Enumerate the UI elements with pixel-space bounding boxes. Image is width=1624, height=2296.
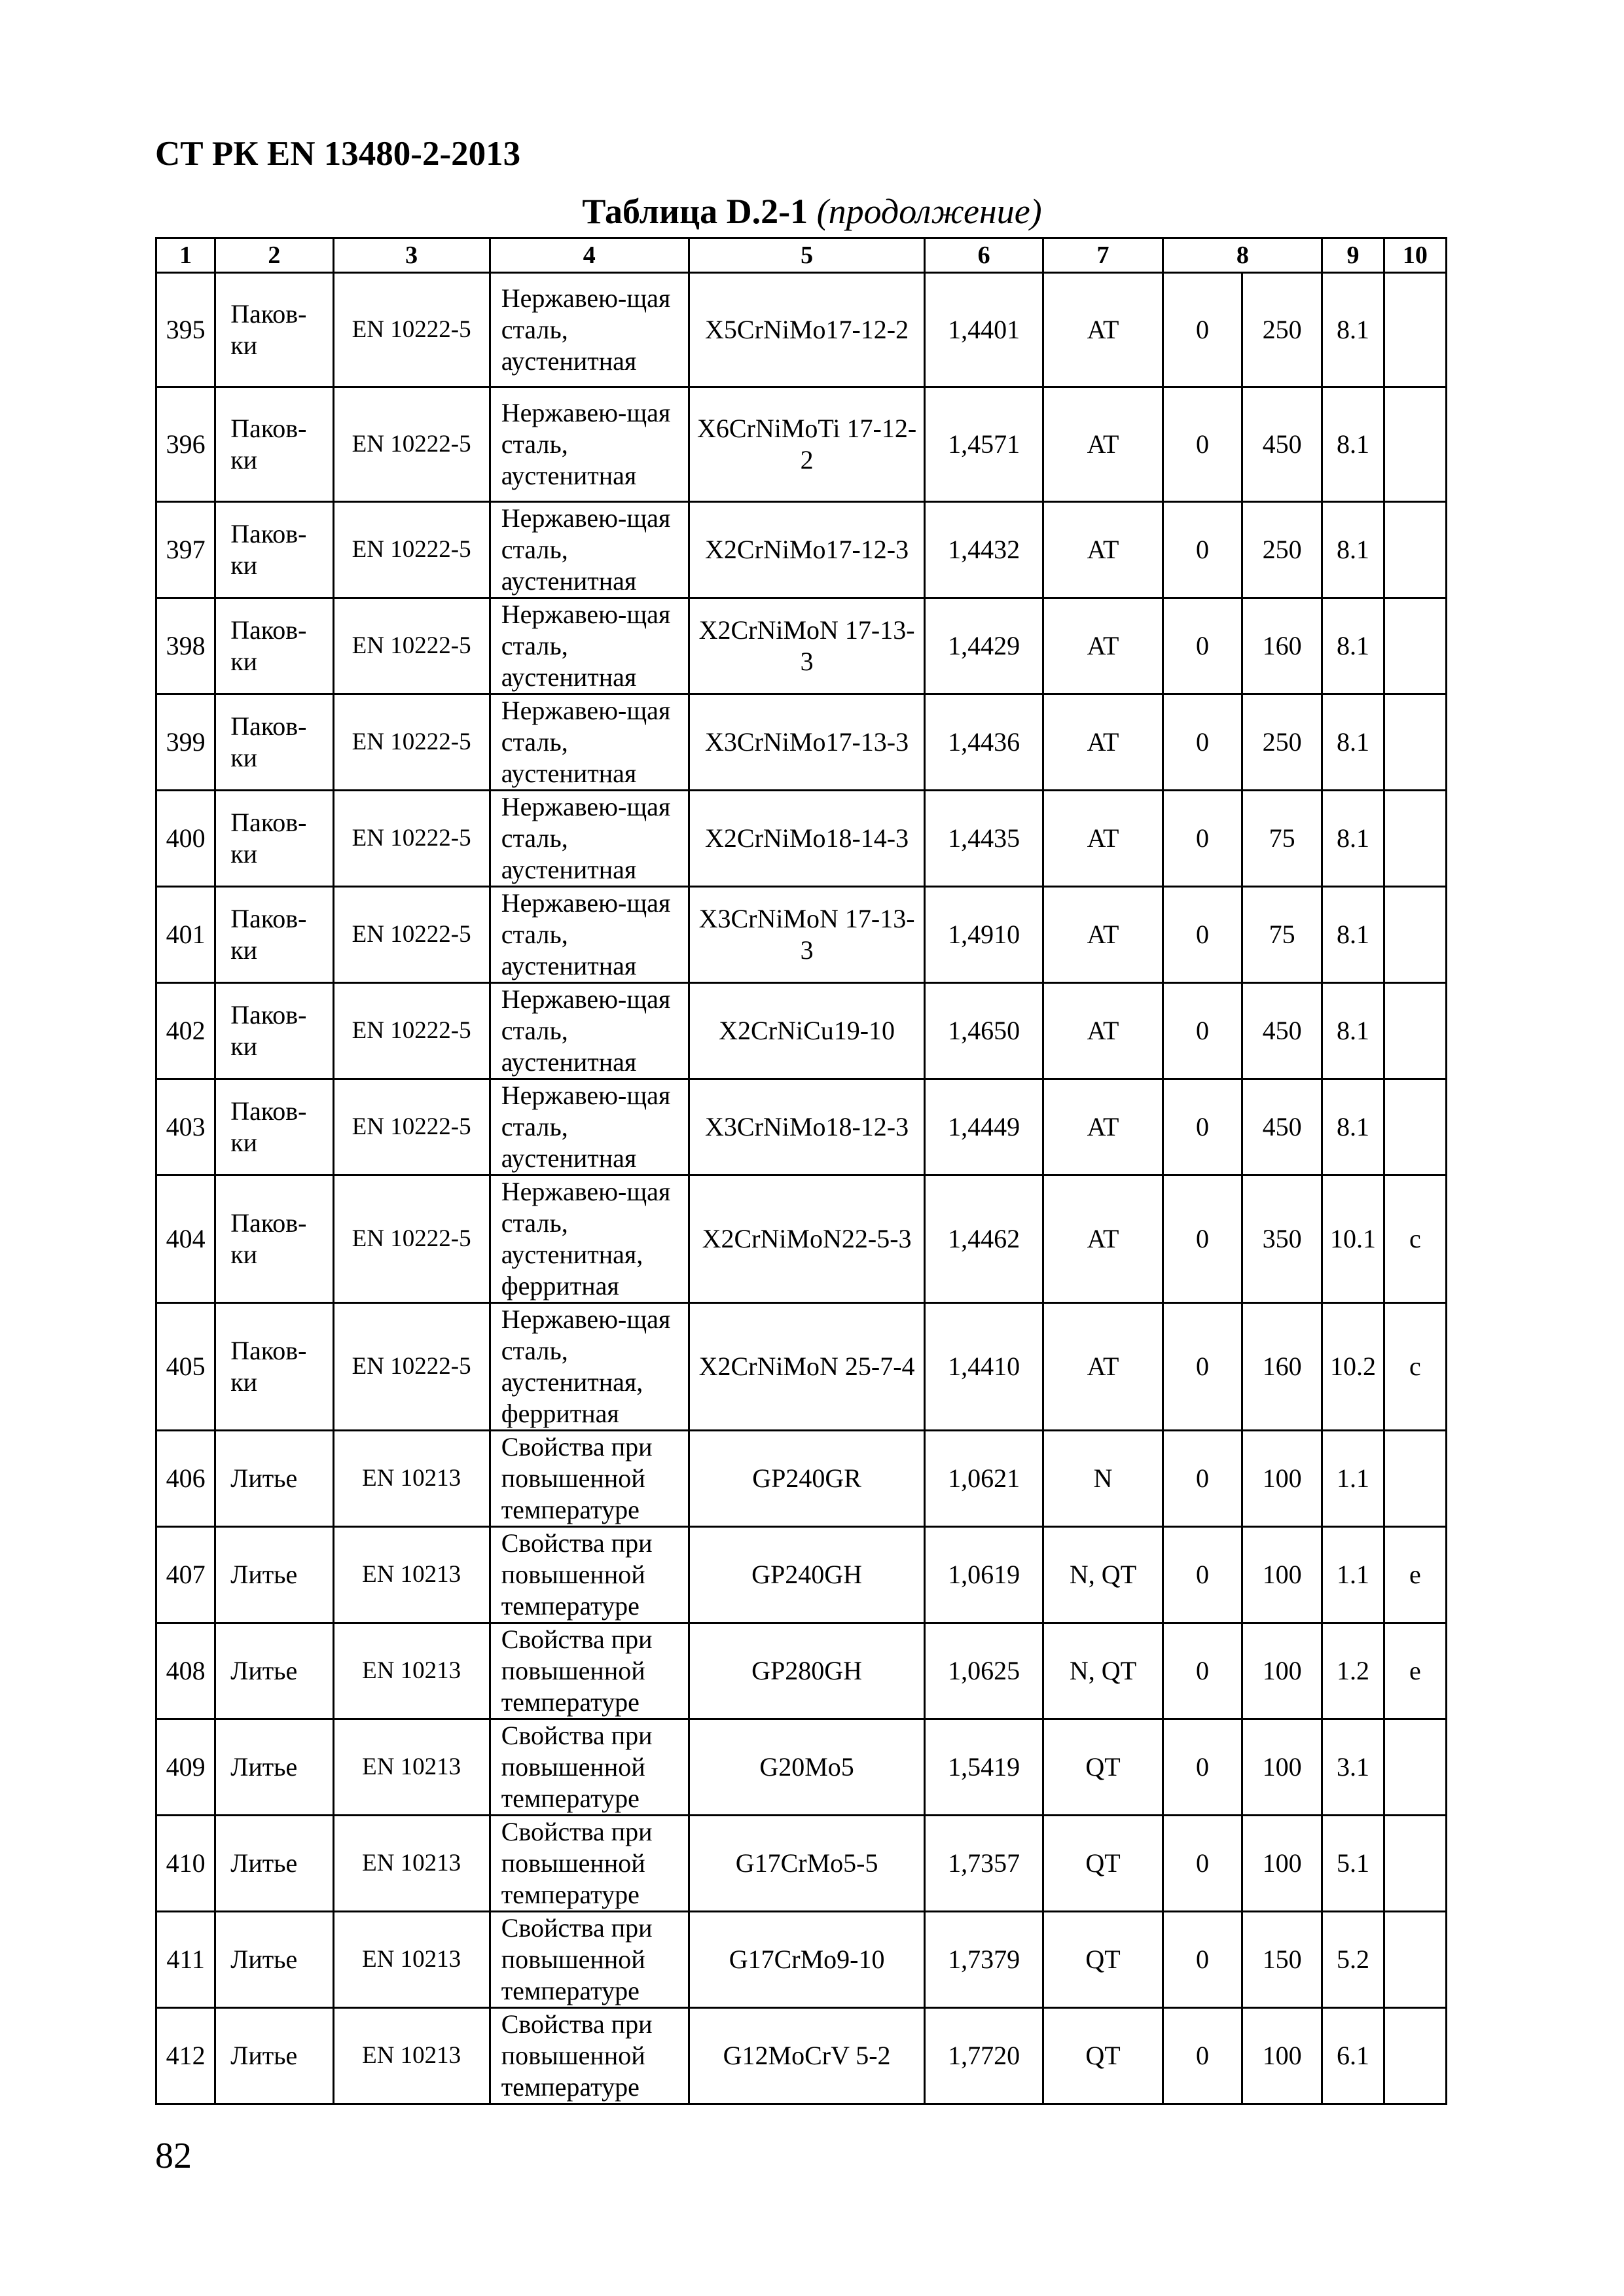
- cell-standard: EN 10213: [333, 1431, 490, 1527]
- cell-product: Литье: [215, 1912, 333, 2008]
- cell-standard: EN 10222-5: [333, 387, 490, 502]
- cell-treatment: AT: [1043, 273, 1163, 387]
- cell-number: 1,0625: [925, 1623, 1043, 1719]
- table-row: [156, 1527, 1447, 1623]
- column-header: 2: [215, 238, 333, 273]
- cell-note: [1384, 2008, 1446, 2104]
- cell-treatment: AT: [1043, 791, 1163, 887]
- cell-number: 1,4429: [925, 598, 1043, 694]
- cell-grade: X3CrNiMo18-12-3: [689, 1079, 925, 1175]
- cell-treatment: AT: [1043, 983, 1163, 1079]
- cell-product: Литье: [215, 2008, 333, 2104]
- cell-note: c: [1384, 1303, 1446, 1431]
- table-row: [156, 1431, 1447, 1527]
- cell-no: 405: [156, 1303, 215, 1431]
- cell-product: Паков-ки: [215, 1079, 333, 1175]
- cell-t-min: 0: [1163, 791, 1242, 887]
- cell-treatment: AT: [1043, 502, 1163, 598]
- cell-t-max: 160: [1242, 1303, 1322, 1431]
- cell-standard: EN 10213: [333, 1623, 490, 1719]
- cell-grade: X2CrNiMoN 25-7-4: [689, 1303, 925, 1431]
- cell-t-max: 450: [1242, 387, 1322, 502]
- table-continuation-note: (продолжение): [816, 192, 1042, 231]
- cell-t-max: 350: [1242, 1175, 1322, 1303]
- table-row: [156, 1175, 1447, 1303]
- cell-material: Свойства при повышенной температуре: [490, 1623, 689, 1719]
- cell-t-max: 100: [1242, 1719, 1322, 1816]
- cell-treatment: QT: [1043, 1912, 1163, 2008]
- cell-group: 8.1: [1322, 502, 1384, 598]
- cell-t-max: 250: [1242, 273, 1322, 387]
- cell-standard: EN 10213: [333, 1527, 490, 1623]
- cell-material: Свойства при повышенной температуре: [490, 1527, 689, 1623]
- cell-note: [1384, 887, 1446, 983]
- cell-product: Литье: [215, 1527, 333, 1623]
- page-number: 82: [155, 2136, 192, 2176]
- cell-t-max: 75: [1242, 887, 1322, 983]
- cell-no: 396: [156, 387, 215, 502]
- cell-standard: EN 10213: [333, 1719, 490, 1816]
- cell-note: [1384, 1912, 1446, 2008]
- column-header: 10: [1384, 238, 1446, 273]
- cell-treatment: AT: [1043, 387, 1163, 502]
- cell-group: 8.1: [1322, 694, 1384, 791]
- cell-group: 8.1: [1322, 791, 1384, 887]
- cell-grade: GP240GH: [689, 1527, 925, 1623]
- cell-standard: EN 10222-5: [333, 273, 490, 387]
- cell-standard: EN 10222-5: [333, 1079, 490, 1175]
- table-row: [156, 387, 1447, 502]
- cell-note: e: [1384, 1623, 1446, 1719]
- cell-t-min: 0: [1163, 1175, 1242, 1303]
- cell-material: Свойства при повышенной температуре: [490, 1816, 689, 1912]
- table-row: [156, 887, 1447, 983]
- cell-material: Нержавею-щая сталь, аустенитная: [490, 502, 689, 598]
- cell-product: Паков-ки: [215, 694, 333, 791]
- cell-treatment: QT: [1043, 2008, 1163, 2104]
- cell-product: Паков-ки: [215, 983, 333, 1079]
- cell-t-min: 0: [1163, 387, 1242, 502]
- cell-no: 411: [156, 1912, 215, 2008]
- cell-number: 1,0621: [925, 1431, 1043, 1527]
- table-row: [156, 983, 1447, 1079]
- cell-t-max: 250: [1242, 694, 1322, 791]
- cell-number: 1,4449: [925, 1079, 1043, 1175]
- cell-number: 1,7357: [925, 1816, 1043, 1912]
- column-header: 5: [689, 238, 925, 273]
- cell-material: Свойства при повышенной температуре: [490, 1912, 689, 2008]
- cell-t-max: 160: [1242, 598, 1322, 694]
- cell-no: 404: [156, 1175, 215, 1303]
- cell-t-max: 450: [1242, 983, 1322, 1079]
- table-row: [156, 694, 1447, 791]
- table-row: [156, 1816, 1447, 1912]
- cell-note: [1384, 1079, 1446, 1175]
- cell-note: [1384, 694, 1446, 791]
- cell-t-max: 100: [1242, 1623, 1322, 1719]
- cell-group: 8.1: [1322, 387, 1384, 502]
- cell-number: 1,4462: [925, 1175, 1043, 1303]
- column-header: 1: [156, 238, 215, 273]
- cell-note: [1384, 791, 1446, 887]
- table-row: [156, 1912, 1447, 2008]
- cell-group: 6.1: [1322, 2008, 1384, 2104]
- cell-product: Паков-ки: [215, 273, 333, 387]
- cell-t-max: 450: [1242, 1079, 1322, 1175]
- cell-note: [1384, 273, 1446, 387]
- cell-standard: EN 10222-5: [333, 983, 490, 1079]
- cell-treatment: N, QT: [1043, 1527, 1163, 1623]
- cell-product: Паков-ки: [215, 387, 333, 502]
- cell-grade: X2CrNiMo18-14-3: [689, 791, 925, 887]
- column-header: 6: [925, 238, 1043, 273]
- cell-t-min: 0: [1163, 1527, 1242, 1623]
- cell-standard: EN 10222-5: [333, 1303, 490, 1431]
- column-header: 9: [1322, 238, 1384, 273]
- cell-group: 1.2: [1322, 1623, 1384, 1719]
- table-label: Таблица D.2-1: [582, 192, 808, 231]
- cell-grade: G20Mo5: [689, 1719, 925, 1816]
- cell-note: [1384, 387, 1446, 502]
- cell-number: 1,4401: [925, 273, 1043, 387]
- cell-no: 402: [156, 983, 215, 1079]
- cell-t-max: 100: [1242, 1527, 1322, 1623]
- column-header: 8: [1163, 238, 1322, 273]
- cell-note: c: [1384, 1175, 1446, 1303]
- cell-number: 1,4435: [925, 791, 1043, 887]
- cell-note: [1384, 1431, 1446, 1527]
- cell-material: Нержавею-щая сталь, аустенитная: [490, 694, 689, 791]
- cell-group: 8.1: [1322, 273, 1384, 387]
- cell-no: 400: [156, 791, 215, 887]
- cell-no: 408: [156, 1623, 215, 1719]
- table-row: [156, 1623, 1447, 1719]
- cell-t-min: 0: [1163, 273, 1242, 387]
- cell-treatment: AT: [1043, 598, 1163, 694]
- table-row: [156, 1079, 1447, 1175]
- cell-standard: EN 10222-5: [333, 791, 490, 887]
- table-row: [156, 1719, 1447, 1816]
- cell-treatment: AT: [1043, 887, 1163, 983]
- cell-product: Паков-ки: [215, 1303, 333, 1431]
- cell-no: 398: [156, 598, 215, 694]
- cell-product: Паков-ки: [215, 791, 333, 887]
- cell-group: 10.2: [1322, 1303, 1384, 1431]
- document-header: СТ РК EN 13480-2-2013: [155, 135, 521, 173]
- cell-number: 1,4571: [925, 387, 1043, 502]
- cell-no: 395: [156, 273, 215, 387]
- cell-group: 5.2: [1322, 1912, 1384, 2008]
- cell-no: 412: [156, 2008, 215, 2104]
- cell-t-min: 0: [1163, 598, 1242, 694]
- cell-t-min: 0: [1163, 1431, 1242, 1527]
- cell-treatment: QT: [1043, 1719, 1163, 1816]
- cell-note: [1384, 983, 1446, 1079]
- cell-t-max: 100: [1242, 1431, 1322, 1527]
- cell-grade: GP280GH: [689, 1623, 925, 1719]
- cell-no: 397: [156, 502, 215, 598]
- cell-no: 406: [156, 1431, 215, 1527]
- cell-product: Паков-ки: [215, 887, 333, 983]
- cell-note: [1384, 1719, 1446, 1816]
- cell-note: [1384, 598, 1446, 694]
- cell-product: Литье: [215, 1623, 333, 1719]
- cell-product: Литье: [215, 1719, 333, 1816]
- cell-standard: EN 10222-5: [333, 1175, 490, 1303]
- cell-number: 1,4910: [925, 887, 1043, 983]
- cell-treatment: N, QT: [1043, 1623, 1163, 1719]
- cell-material: Нержавею-щая сталь, аустенитная: [490, 598, 689, 694]
- cell-material: Свойства при повышенной температуре: [490, 1719, 689, 1816]
- cell-material: Нержавею-щая сталь, аустенитная: [490, 1079, 689, 1175]
- cell-product: Литье: [215, 1431, 333, 1527]
- table-row: [156, 273, 1447, 387]
- cell-grade: X2CrNiMo17-12-3: [689, 502, 925, 598]
- cell-group: 8.1: [1322, 1079, 1384, 1175]
- cell-treatment: AT: [1043, 1079, 1163, 1175]
- cell-grade: G17CrMo9-10: [689, 1912, 925, 2008]
- cell-standard: EN 10222-5: [333, 598, 490, 694]
- cell-no: 407: [156, 1527, 215, 1623]
- cell-number: 1,0619: [925, 1527, 1043, 1623]
- cell-number: 1,5419: [925, 1719, 1043, 1816]
- cell-product: Паков-ки: [215, 598, 333, 694]
- cell-material: Свойства при повышенной температуре: [490, 2008, 689, 2104]
- cell-t-min: 0: [1163, 1912, 1242, 2008]
- cell-t-max: 75: [1242, 791, 1322, 887]
- cell-group: 8.1: [1322, 887, 1384, 983]
- table-body: [156, 273, 1447, 2104]
- cell-treatment: N: [1043, 1431, 1163, 1527]
- cell-standard: EN 10222-5: [333, 887, 490, 983]
- table-title: [0, 191, 1624, 232]
- cell-grade: G12MoCrV 5-2: [689, 2008, 925, 2104]
- cell-t-min: 0: [1163, 1816, 1242, 1912]
- cell-t-max: 250: [1242, 502, 1322, 598]
- cell-product: Паков-ки: [215, 1175, 333, 1303]
- cell-group: 3.1: [1322, 1719, 1384, 1816]
- cell-product: Паков-ки: [215, 502, 333, 598]
- cell-treatment: AT: [1043, 694, 1163, 791]
- cell-material: Нержавею-щая сталь, аустенитная: [490, 791, 689, 887]
- cell-t-max: 100: [1242, 1816, 1322, 1912]
- cell-note: [1384, 502, 1446, 598]
- cell-group: 8.1: [1322, 598, 1384, 694]
- cell-no: 399: [156, 694, 215, 791]
- cell-standard: EN 10222-5: [333, 694, 490, 791]
- cell-t-min: 0: [1163, 887, 1242, 983]
- cell-t-max: 100: [1242, 2008, 1322, 2104]
- cell-grade: X2CrNiMoN 17-13-3: [689, 598, 925, 694]
- cell-t-min: 0: [1163, 502, 1242, 598]
- cell-product: Литье: [215, 1816, 333, 1912]
- cell-grade: X2CrNiCu19-10: [689, 983, 925, 1079]
- cell-treatment: AT: [1043, 1175, 1163, 1303]
- cell-note: e: [1384, 1527, 1446, 1623]
- table-row: [156, 1303, 1447, 1431]
- column-header: 3: [333, 238, 490, 273]
- cell-material: Нержавею-щая сталь, аустенитная: [490, 273, 689, 387]
- table-row: [156, 502, 1447, 598]
- cell-t-min: 0: [1163, 983, 1242, 1079]
- cell-t-min: 0: [1163, 1719, 1242, 1816]
- cell-treatment: QT: [1043, 1816, 1163, 1912]
- cell-t-max: 150: [1242, 1912, 1322, 2008]
- cell-material: Нержавею-щая сталь, аустенитная, ферритная: [490, 1175, 689, 1303]
- cell-standard: EN 10222-5: [333, 502, 490, 598]
- cell-grade: X3CrNiMoN 17-13-3: [689, 887, 925, 983]
- cell-number: 1,4436: [925, 694, 1043, 791]
- cell-note: [1384, 1816, 1446, 1912]
- column-header: 7: [1043, 238, 1163, 273]
- cell-group: 5.1: [1322, 1816, 1384, 1912]
- cell-grade: X5CrNiMo17-12-2: [689, 273, 925, 387]
- cell-material: Нержавею-щая сталь, аустенитная: [490, 983, 689, 1079]
- cell-group: 1.1: [1322, 1431, 1384, 1527]
- cell-no: 403: [156, 1079, 215, 1175]
- cell-grade: X2CrNiMoN22-5-3: [689, 1175, 925, 1303]
- cell-standard: EN 10213: [333, 1816, 490, 1912]
- cell-material: Нержавею-щая сталь, аустенитная: [490, 887, 689, 983]
- table-row: [156, 791, 1447, 887]
- cell-no: 409: [156, 1719, 215, 1816]
- cell-number: 1,7379: [925, 1912, 1043, 2008]
- materials-table: [155, 237, 1447, 2105]
- cell-t-min: 0: [1163, 1303, 1242, 1431]
- cell-group: 10.1: [1322, 1175, 1384, 1303]
- cell-standard: EN 10213: [333, 2008, 490, 2104]
- table-row: [156, 2008, 1447, 2104]
- column-header: 4: [490, 238, 689, 273]
- cell-number: 1,4432: [925, 502, 1043, 598]
- cell-t-min: 0: [1163, 1079, 1242, 1175]
- cell-grade: X6CrNiMoTi 17-12-2: [689, 387, 925, 502]
- cell-t-min: 0: [1163, 694, 1242, 791]
- cell-t-min: 0: [1163, 2008, 1242, 2104]
- cell-grade: GP240GR: [689, 1431, 925, 1527]
- cell-t-min: 0: [1163, 1623, 1242, 1719]
- cell-treatment: AT: [1043, 1303, 1163, 1431]
- cell-no: 401: [156, 887, 215, 983]
- cell-material: Свойства при повышенной температуре: [490, 1431, 689, 1527]
- cell-grade: X3CrNiMo17-13-3: [689, 694, 925, 791]
- cell-material: Нержавею-щая сталь, аустенитная, ферритная: [490, 1303, 689, 1431]
- cell-number: 1,4410: [925, 1303, 1043, 1431]
- cell-group: 8.1: [1322, 983, 1384, 1079]
- cell-number: 1,7720: [925, 2008, 1043, 2104]
- cell-material: Нержавею-щая сталь, аустенитная: [490, 387, 689, 502]
- table-header-row: [156, 238, 1447, 273]
- table-row: [156, 598, 1447, 694]
- cell-grade: G17CrMo5-5: [689, 1816, 925, 1912]
- cell-group: 1.1: [1322, 1527, 1384, 1623]
- cell-standard: EN 10213: [333, 1912, 490, 2008]
- cell-no: 410: [156, 1816, 215, 1912]
- cell-number: 1,4650: [925, 983, 1043, 1079]
